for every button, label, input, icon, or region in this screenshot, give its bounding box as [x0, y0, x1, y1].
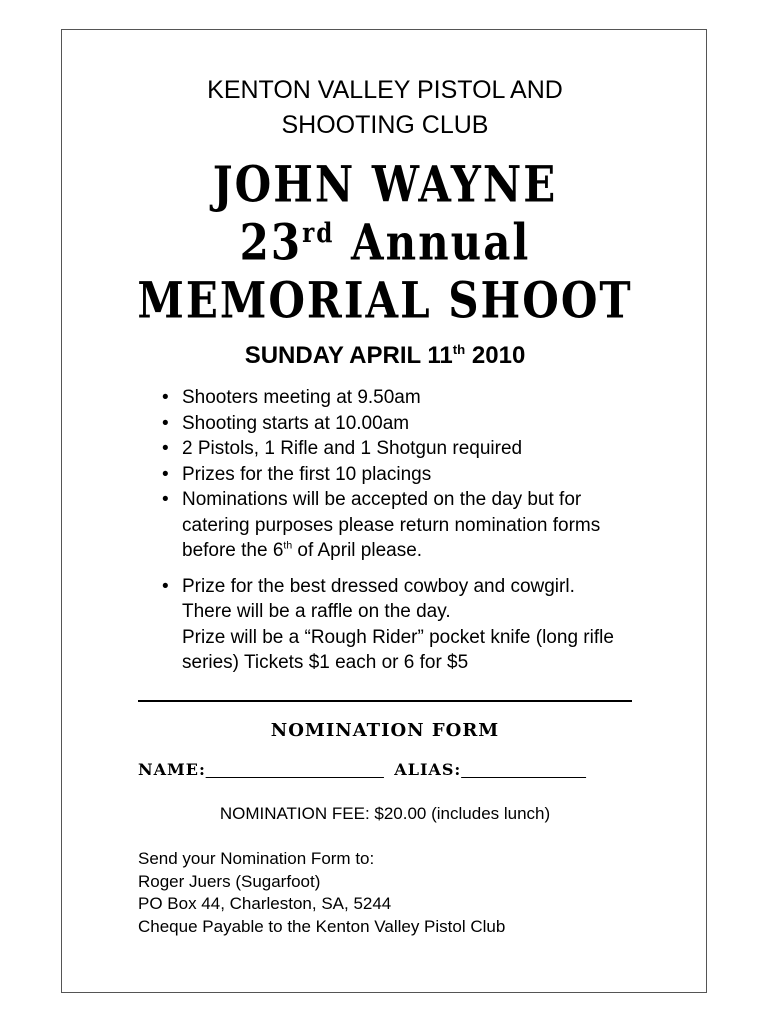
deadline-suffix: th [283, 540, 293, 552]
club-name-line2: SHOOTING CLUB [281, 111, 489, 139]
list-item [162, 487, 642, 564]
alias-field[interactable]: ______________ [461, 762, 586, 779]
date-year: 2010 [465, 342, 526, 369]
date-suffix: th [452, 342, 466, 357]
list-item: • Shooting starts at 10.00am [162, 411, 642, 437]
event-title-line2 [62, 214, 708, 272]
name-field[interactable]: ____________________ [205, 762, 384, 779]
event-date [62, 342, 708, 370]
divider [138, 700, 632, 702]
send-line: Roger Juers (Sugarfoot) [138, 871, 321, 891]
list-item: • Shooters meeting at 9.50am [162, 385, 642, 411]
nomination-form-heading: NOMINATION FORM [270, 720, 500, 741]
raffle-prize-line: Prize will be a “Rough Rider” pocket knife (long rifle series) Tickets $1 each or 6 for $5 [182, 626, 614, 673]
send-line: PO Box 44, Charleston, SA, 5244 [138, 894, 392, 913]
anniversary-suffix: rd [302, 217, 335, 249]
club-name-line1: KENTON VALLEY PISTOL AND [207, 76, 563, 104]
name-label: NAME: [138, 760, 206, 779]
prize-line: • Prize for the best dressed cowboy and cowgirl. [182, 575, 575, 597]
send-line: Send your Nomination Form to: [138, 849, 375, 868]
annual-word: Annual [334, 213, 531, 272]
date-main: SUNDAY APRIL 11 [244, 342, 453, 369]
list-item: • 2 Pistols, 1 Rifle and 1 Shotgun required [162, 436, 642, 462]
nomination-fee: NOMINATION FEE: $20.00 (includes lunch) [219, 804, 551, 823]
anniversary-number: 23 [239, 213, 303, 272]
event-details-list [162, 385, 642, 676]
alias-label: ALIAS: [394, 760, 462, 779]
event-title-line1: JOHN WAYNE [212, 155, 558, 214]
nomination-deadline-end: of April please. [292, 540, 423, 561]
list-item: • Prizes for the first 10 placings [162, 462, 642, 488]
list-item [162, 574, 642, 676]
send-line: Cheque Payable to the Kenton Valley Pistol Club [138, 916, 506, 936]
nomination-fields [138, 760, 586, 780]
event-title-line3: MEMORIAL SHOOT [137, 271, 633, 330]
raffle-line: There will be a raffle on the day. [182, 601, 451, 622]
flyer-page [61, 29, 707, 993]
send-instructions [138, 848, 505, 938]
nomination-deadline-text: Nominations will be accepted on the day but for catering purposes please return nomination forms before the 6 [182, 489, 601, 561]
